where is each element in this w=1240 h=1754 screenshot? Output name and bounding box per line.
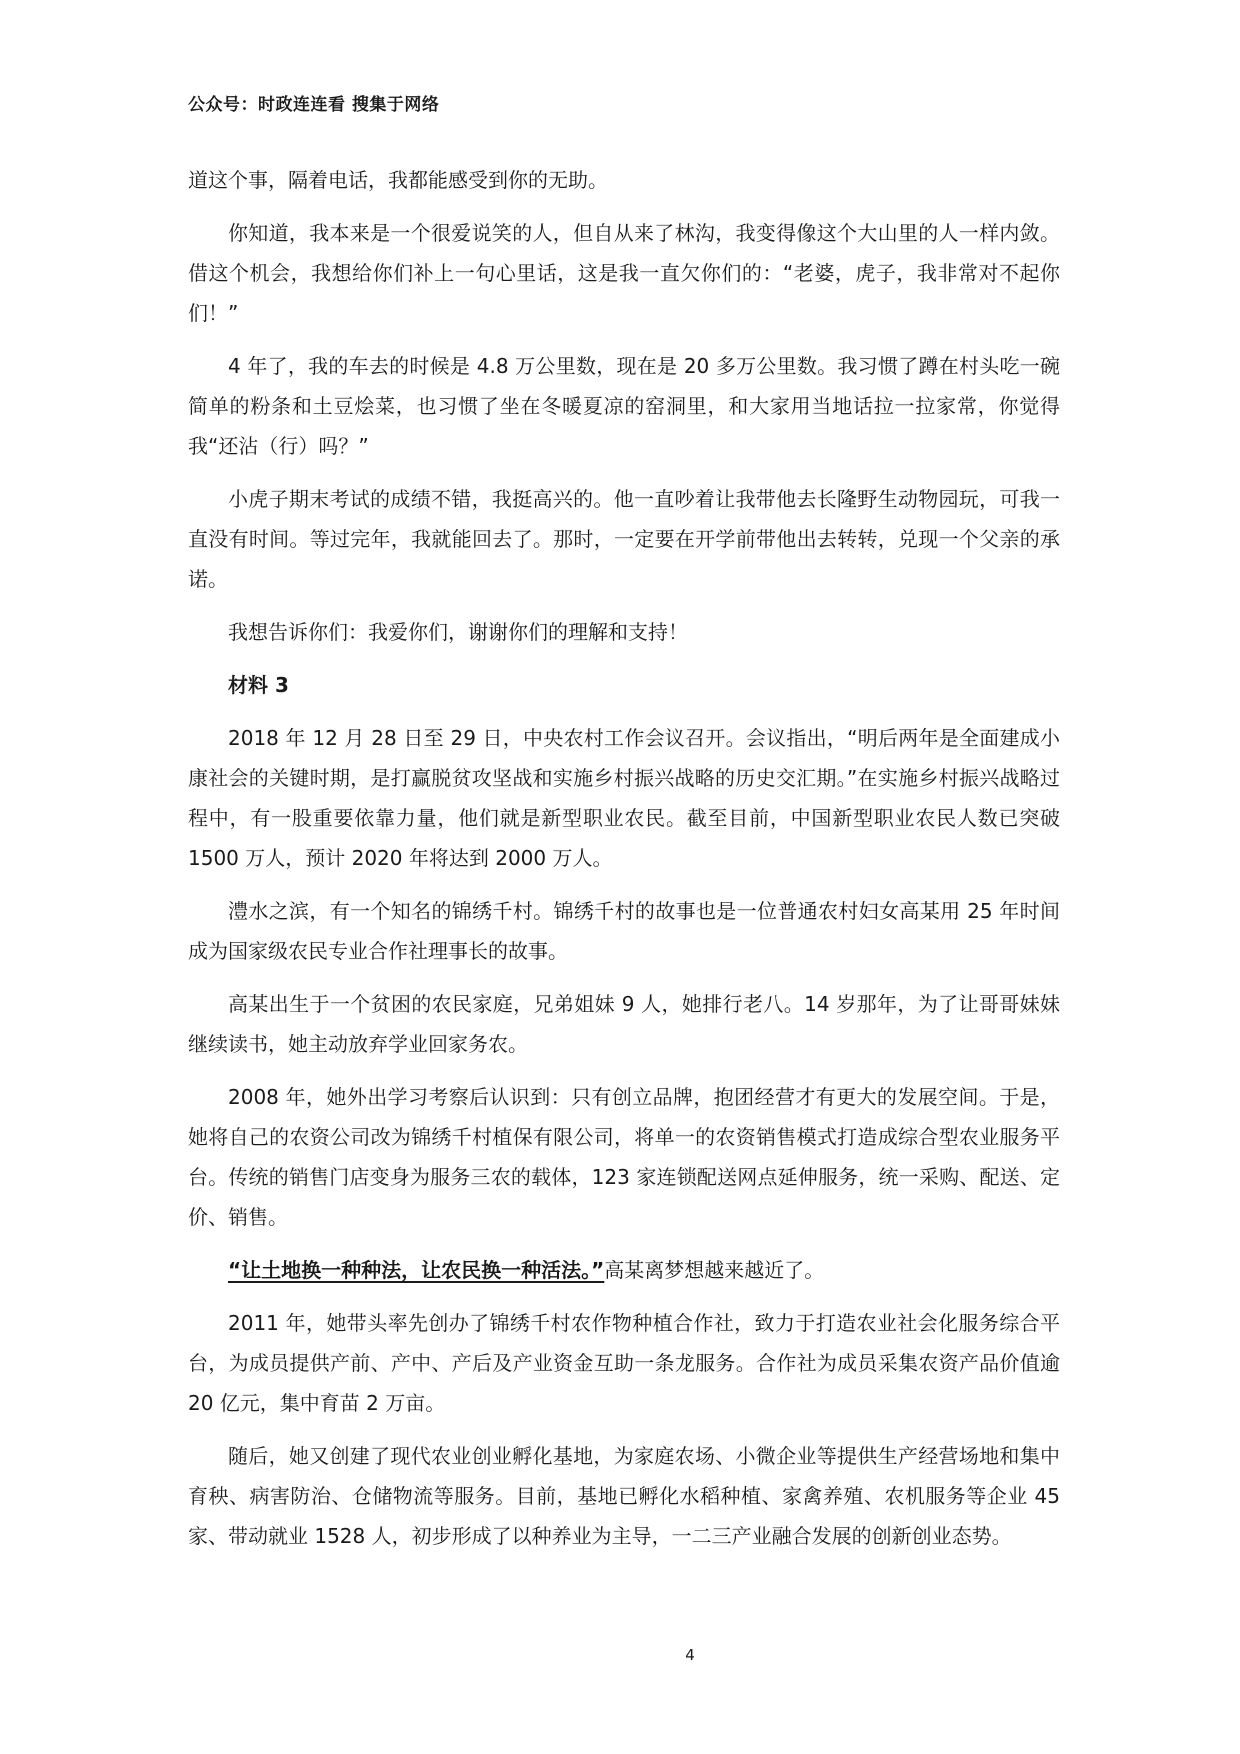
paragraph: 2011 年，她带头率先创办了锦绣千村农作物种植合作社，致力于打造农业社会化服务综合平台，为成员提供产前、产中、产后及产业资金互助一条龙服务。合作社为成员采集农资产品价值逾 20 亿元，集中育苗 2 万亩。 (188, 1311, 1060, 1415)
section-heading: 材料 3 (228, 673, 289, 697)
paragraph: 随后，她又创建了现代农业创业孵化基地，为家庭农场、小微企业等提供生产经营场地和集中育秧、病害防治、仓储物流等服务。目前，基地已孵化水稻种植、家禽养殖、农机服务等企业 45 家、带动就业 1528 人，初步形成了以种养业为主导，一二三产业融合发展的创新创业态势。 (188, 1444, 1060, 1548)
paragraph: 你知道，我本来是一个很爱说笑的人，但自从来了林沟，我变得像这个大山里的人一样内敛。借这个机会，我想给你们补上一句心里话，这是我一直欠你们的：“老婆，虎子，我非常对不起你们！” (188, 221, 1060, 325)
paragraph-continued: 道这个事，隔着电话，我都能感受到你的无助。 (188, 168, 608, 192)
quote-paragraph (188, 1250, 1060, 1290)
quote-paragraph-rest: 高某离梦想越来越近了。 (604, 1258, 825, 1282)
paragraph: 2008 年，她外出学习考察后认识到：只有创立品牌，抱团经营才有更大的发展空间。于是，她将自己的农资公司改为锦绣千村植保有限公司，将单一的农资销售模式打造成综合型农业服务平台。传统的销售门店变身为服务三农的载体，123 家连锁配送网点延伸服务，统一采购、配送、定价、销售。 (188, 1085, 1060, 1229)
paragraph: 我想告诉你们：我爱你们，谢谢你们的理解和支持！ (228, 620, 688, 644)
page-number: 4 (685, 1646, 695, 1664)
paragraph: 4 年了，我的车去的时候是 4.8 万公里数，现在是 20 多万公里数。我习惯了蹲在村头吃一碗简单的粉条和土豆烩菜，也习惯了坐在冬暖夏凉的窑洞里，和大家用当地话拉一拉家常，你觉得我“还沾（行）吗？” (188, 354, 1060, 458)
paragraph: 小虎子期末考试的成绩不错，我挺高兴的。他一直吵着让我带他去长隆野生动物园玩，可我一直没有时间。等过完年，我就能回去了。那时，一定要在开学前带他出去转转，兑现一个父亲的承诺。 (188, 487, 1060, 591)
paragraph: 2018 年 12 月 28 日至 29 日，中央农村工作会议召开。会议指出，“明后两年是全面建成小康社会的关键时期，是打赢脱贫攻坚战和实施乡村振兴战略的历史交汇期。”在实施乡村振兴战略过程中，有一股重要依靠力量，他们就是新型职业农民。截至目前，中国新型职业农民人数已突破 1500 万人，预计 2020 年将达到 2000 万人。 (188, 726, 1060, 870)
paragraph: 澧水之滨，有一个知名的锦绣千村。锦绣千村的故事也是一位普通农村妇女高某用 25 年时间成为国家级农民专业合作社理事长的故事。 (188, 899, 1060, 963)
bold-underlined-quote: “让土地换一种种法，让农民换一种活法。” (228, 1258, 605, 1282)
document-body (188, 160, 1060, 1569)
page-header: 公众号：时政连连看 搜集于网络 (188, 95, 440, 115)
paragraph: 高某出生于一个贫困的农民家庭，兄弟姐妹 9 人，她排行老八。14 岁那年，为了让哥哥妹妹继续读书，她主动放弃学业回家务农。 (188, 992, 1060, 1056)
